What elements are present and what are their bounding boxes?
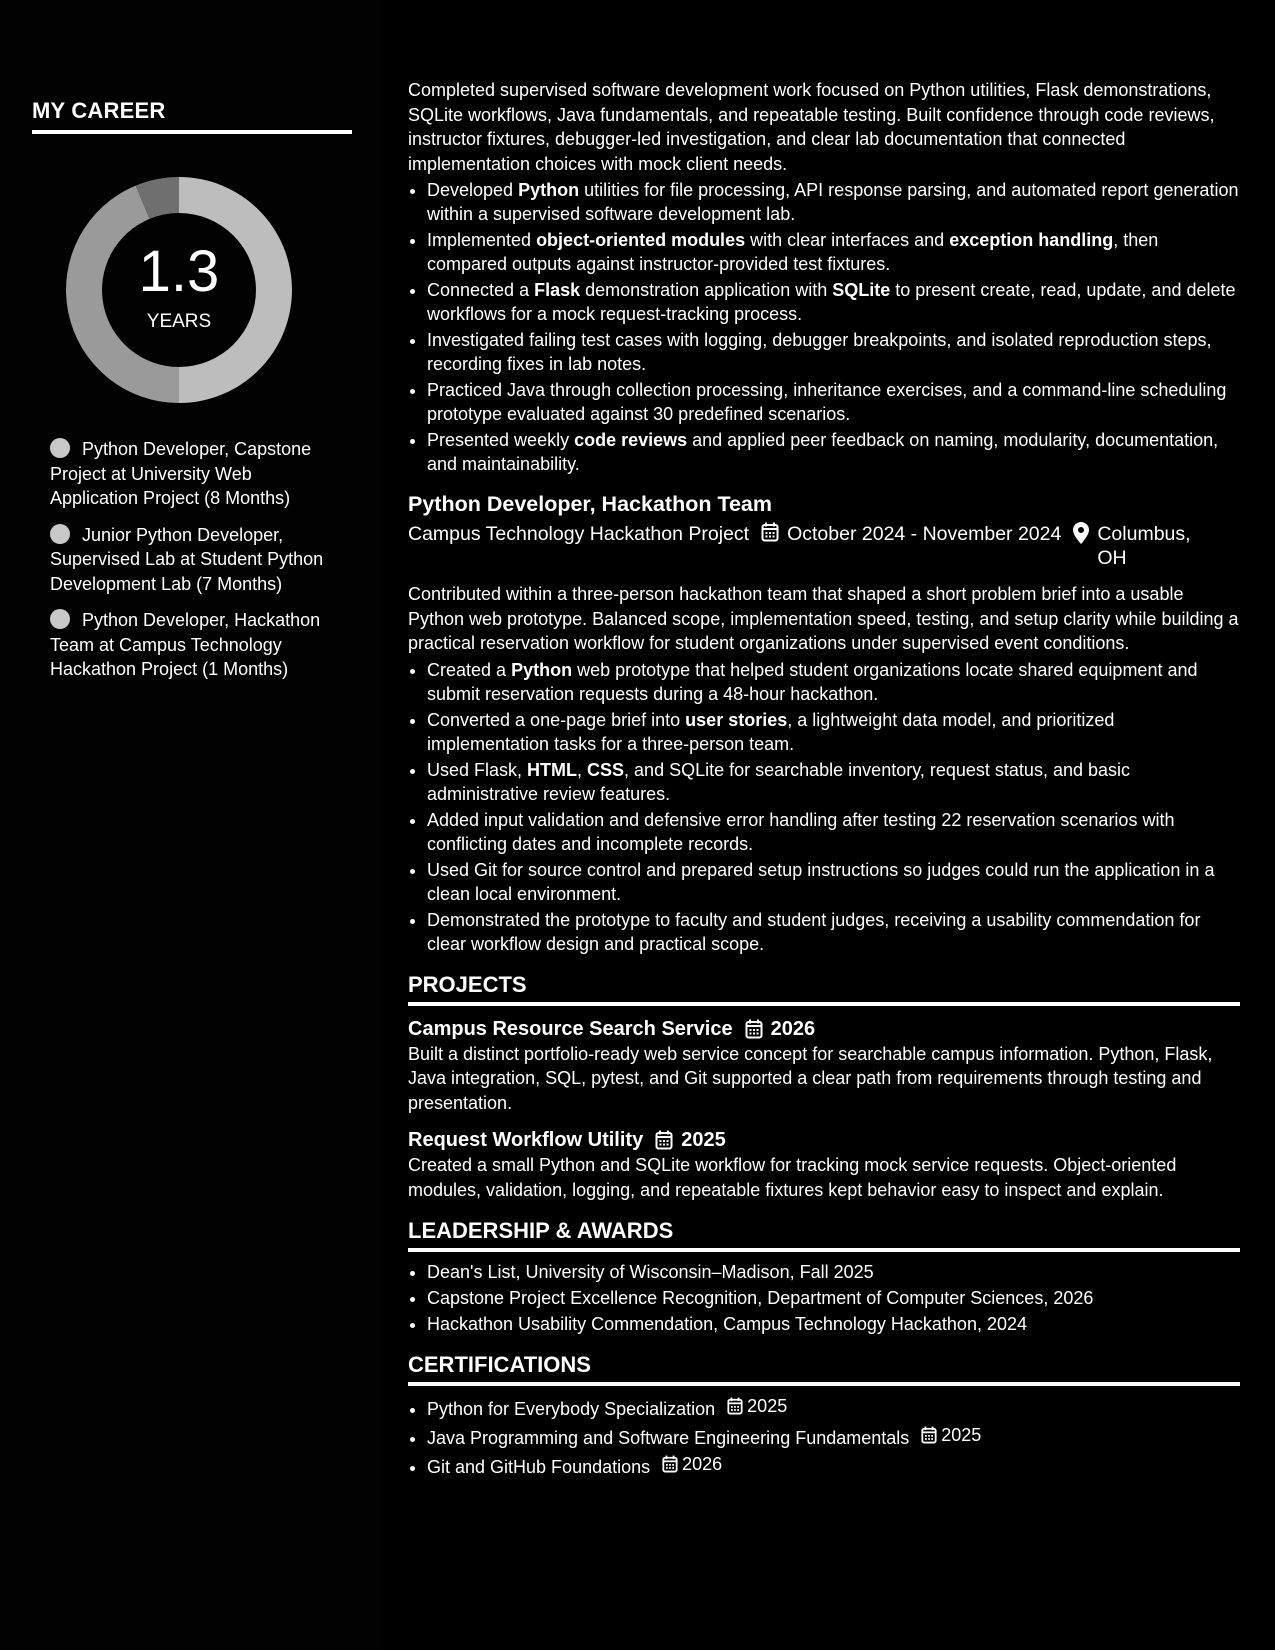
career-heading: MY CAREER: [32, 98, 352, 134]
job1-bullet: • Developed Python utilities for file processing, API response parsing, and automated report generation within a supervised software development lab.: [427, 178, 1240, 226]
job1-bullet: • Presented weekly code reviews and applied peer feedback on naming, modularity, documentation, and maintainability.: [427, 428, 1240, 476]
job2-bullet: • Added input validation and defensive error handling after testing 22 reservation scenarios with conflicting dates and incomplete records.: [427, 808, 1240, 856]
job1-bullet: • Implemented object-oriented modules with clear interfaces and exception handling, then compared outputs against instructor-provided test fixtures.: [427, 228, 1240, 276]
project-name: Campus Resource Search Service: [408, 1017, 733, 1040]
certification-item: [427, 1452, 1240, 1479]
career-item-text: Python Developer, Hackathon Team at Campus Technology Hackathon Project (1 Months): [50, 610, 321, 679]
job1-bullet: • Practiced Java through collection processing, inheritance exercises, and a command-line scheduling prototype evaluated against 30 predefined scenarios.: [427, 378, 1240, 426]
job1-bullet: • Investigated failing test cases with logging, debugger breakpoints, and isolated reproduction steps, recording fixes in lab notes.: [427, 328, 1240, 376]
main-content: [408, 78, 1240, 1481]
job2-title: Python Developer, Hackathon Team: [408, 492, 773, 516]
career-bullet-icon: [50, 524, 70, 544]
calendar-icon: [921, 1426, 937, 1444]
career-bullet-icon: [50, 609, 70, 629]
job2-bullets: [408, 658, 1240, 956]
certifications-heading: CERTIFICATIONS: [408, 1352, 1240, 1386]
projects-heading: PROJECTS: [408, 972, 1240, 1006]
job2-bullet: • Used Flask, HTML, CSS, and SQLite for searchable inventory, request status, and basic administrative review features.: [427, 758, 1240, 806]
certification-item: [427, 1394, 1240, 1421]
certification-name: Git and GitHub Foundations: [427, 1457, 651, 1477]
project-name: Request Workflow Utility: [408, 1129, 644, 1151]
career-item-text: Junior Python Developer, Supervised Lab at Student Python Development Lab (7 Months): [50, 524, 324, 594]
certification-year: 2025: [747, 1396, 788, 1416]
job1-bullets: [408, 178, 1240, 476]
donut-value: 1.3: [138, 239, 220, 304]
project-title: [408, 1016, 1240, 1042]
career-list: [50, 437, 330, 694]
award-item: • Hackathon Usability Commendation, Campus Technology Hackathon, 2024: [427, 1312, 1240, 1336]
project-year: 2025: [681, 1129, 726, 1151]
job2-summary: Contributed within a three-person hackathon team that shaped a short problem brief into a usable Python web prototype. Balanced scope, implementation speed, testing, and setup clarity while building a practical reservation workflow for student organizations under supervised event conditions.: [408, 584, 1239, 653]
donut-unit: YEARS: [146, 311, 212, 332]
certification-name: Java Programming and Software Engineering Fundamentals: [427, 1428, 910, 1448]
calendar-icon: [745, 1019, 763, 1039]
calendar-icon: [655, 1130, 673, 1150]
certification-item: [427, 1423, 1240, 1450]
certification-name: Python for Everybody Specialization: [427, 1399, 716, 1419]
job2-location: [1073, 522, 1205, 570]
certification-year: 2025: [941, 1425, 982, 1445]
job2-bullet: • Created a Python web prototype that helped student organizations locate shared equipment and submit reservation requests during a 48-hour hackathon.: [427, 658, 1240, 706]
certification-year: 2026: [682, 1454, 723, 1474]
job1-summary: Completed supervised software development work focused on Python utilities, Flask demonstrations, SQLite workflows, Java fundamentals, and repeatable testing. Built confidence through code reviews, instructor fixtures, debugger-led investigation, and clear lab documentation that connected implementation choices with mock client needs.: [408, 80, 1215, 174]
project-description: Created a small Python and SQLite workflow for tracking mock service requests. Object-oriented modules, validation, logging, and repeatable fixtures kept behavior easy to inspect and explain.: [408, 1155, 1177, 1200]
awards-heading: LEADERSHIP & AWARDS: [408, 1218, 1240, 1252]
career-donut-chart: [64, 175, 294, 405]
project-description: Built a distinct portfolio-ready web service concept for searchable campus information. Python, Flask, Java integration, SQL, pytest, and Git supported a clear path from requirements through testing and presentation.: [408, 1043, 1213, 1113]
award-item: • Dean's List, University of Wisconsin–Madison, Fall 2025: [427, 1260, 1240, 1284]
awards-list: [408, 1260, 1240, 1336]
certifications-list: [408, 1394, 1240, 1479]
career-item: [50, 608, 330, 682]
job2-organization: Campus Technology Hackathon Project: [408, 523, 750, 545]
map-pin-icon: [1073, 522, 1089, 544]
career-bullet-icon: [50, 438, 70, 458]
career-item: [50, 437, 330, 511]
project-year: 2026: [770, 1017, 816, 1040]
job2-bullet: • Used Git for source control and prepared setup instructions so judges could run the application in a clean local environment.: [427, 858, 1240, 906]
job2-dates: [761, 522, 1061, 570]
sidebar: [0, 0, 380, 1650]
job2-dates-text: October 2024 - November 2024: [787, 523, 1062, 545]
job2-bullet: • Converted a one-page brief into user stories, a lightweight data model, and prioritized implementation tasks for a three-person team.: [427, 708, 1240, 756]
calendar-icon: [662, 1455, 678, 1473]
project-title: [408, 1127, 1240, 1153]
career-item-text: Python Developer, Capstone Project at University Web Application Project (8 Months): [50, 439, 312, 508]
career-item: [50, 523, 330, 597]
calendar-icon: [727, 1397, 743, 1415]
job2-meta: [408, 522, 1240, 570]
job2-bullet: • Demonstrated the prototype to faculty and student judges, receiving a usability commendation for clear workflow design and practical scope.: [427, 908, 1240, 956]
award-item: • Capstone Project Excellence Recognition, Department of Computer Sciences, 2026: [427, 1286, 1240, 1310]
calendar-icon: [761, 522, 779, 542]
job2-location-text: Columbus, OH: [1097, 523, 1191, 569]
job1-bullet: • Connected a Flask demonstration application with SQLite to present create, read, update, and delete workflows for a mock request-tracking process.: [427, 278, 1240, 326]
